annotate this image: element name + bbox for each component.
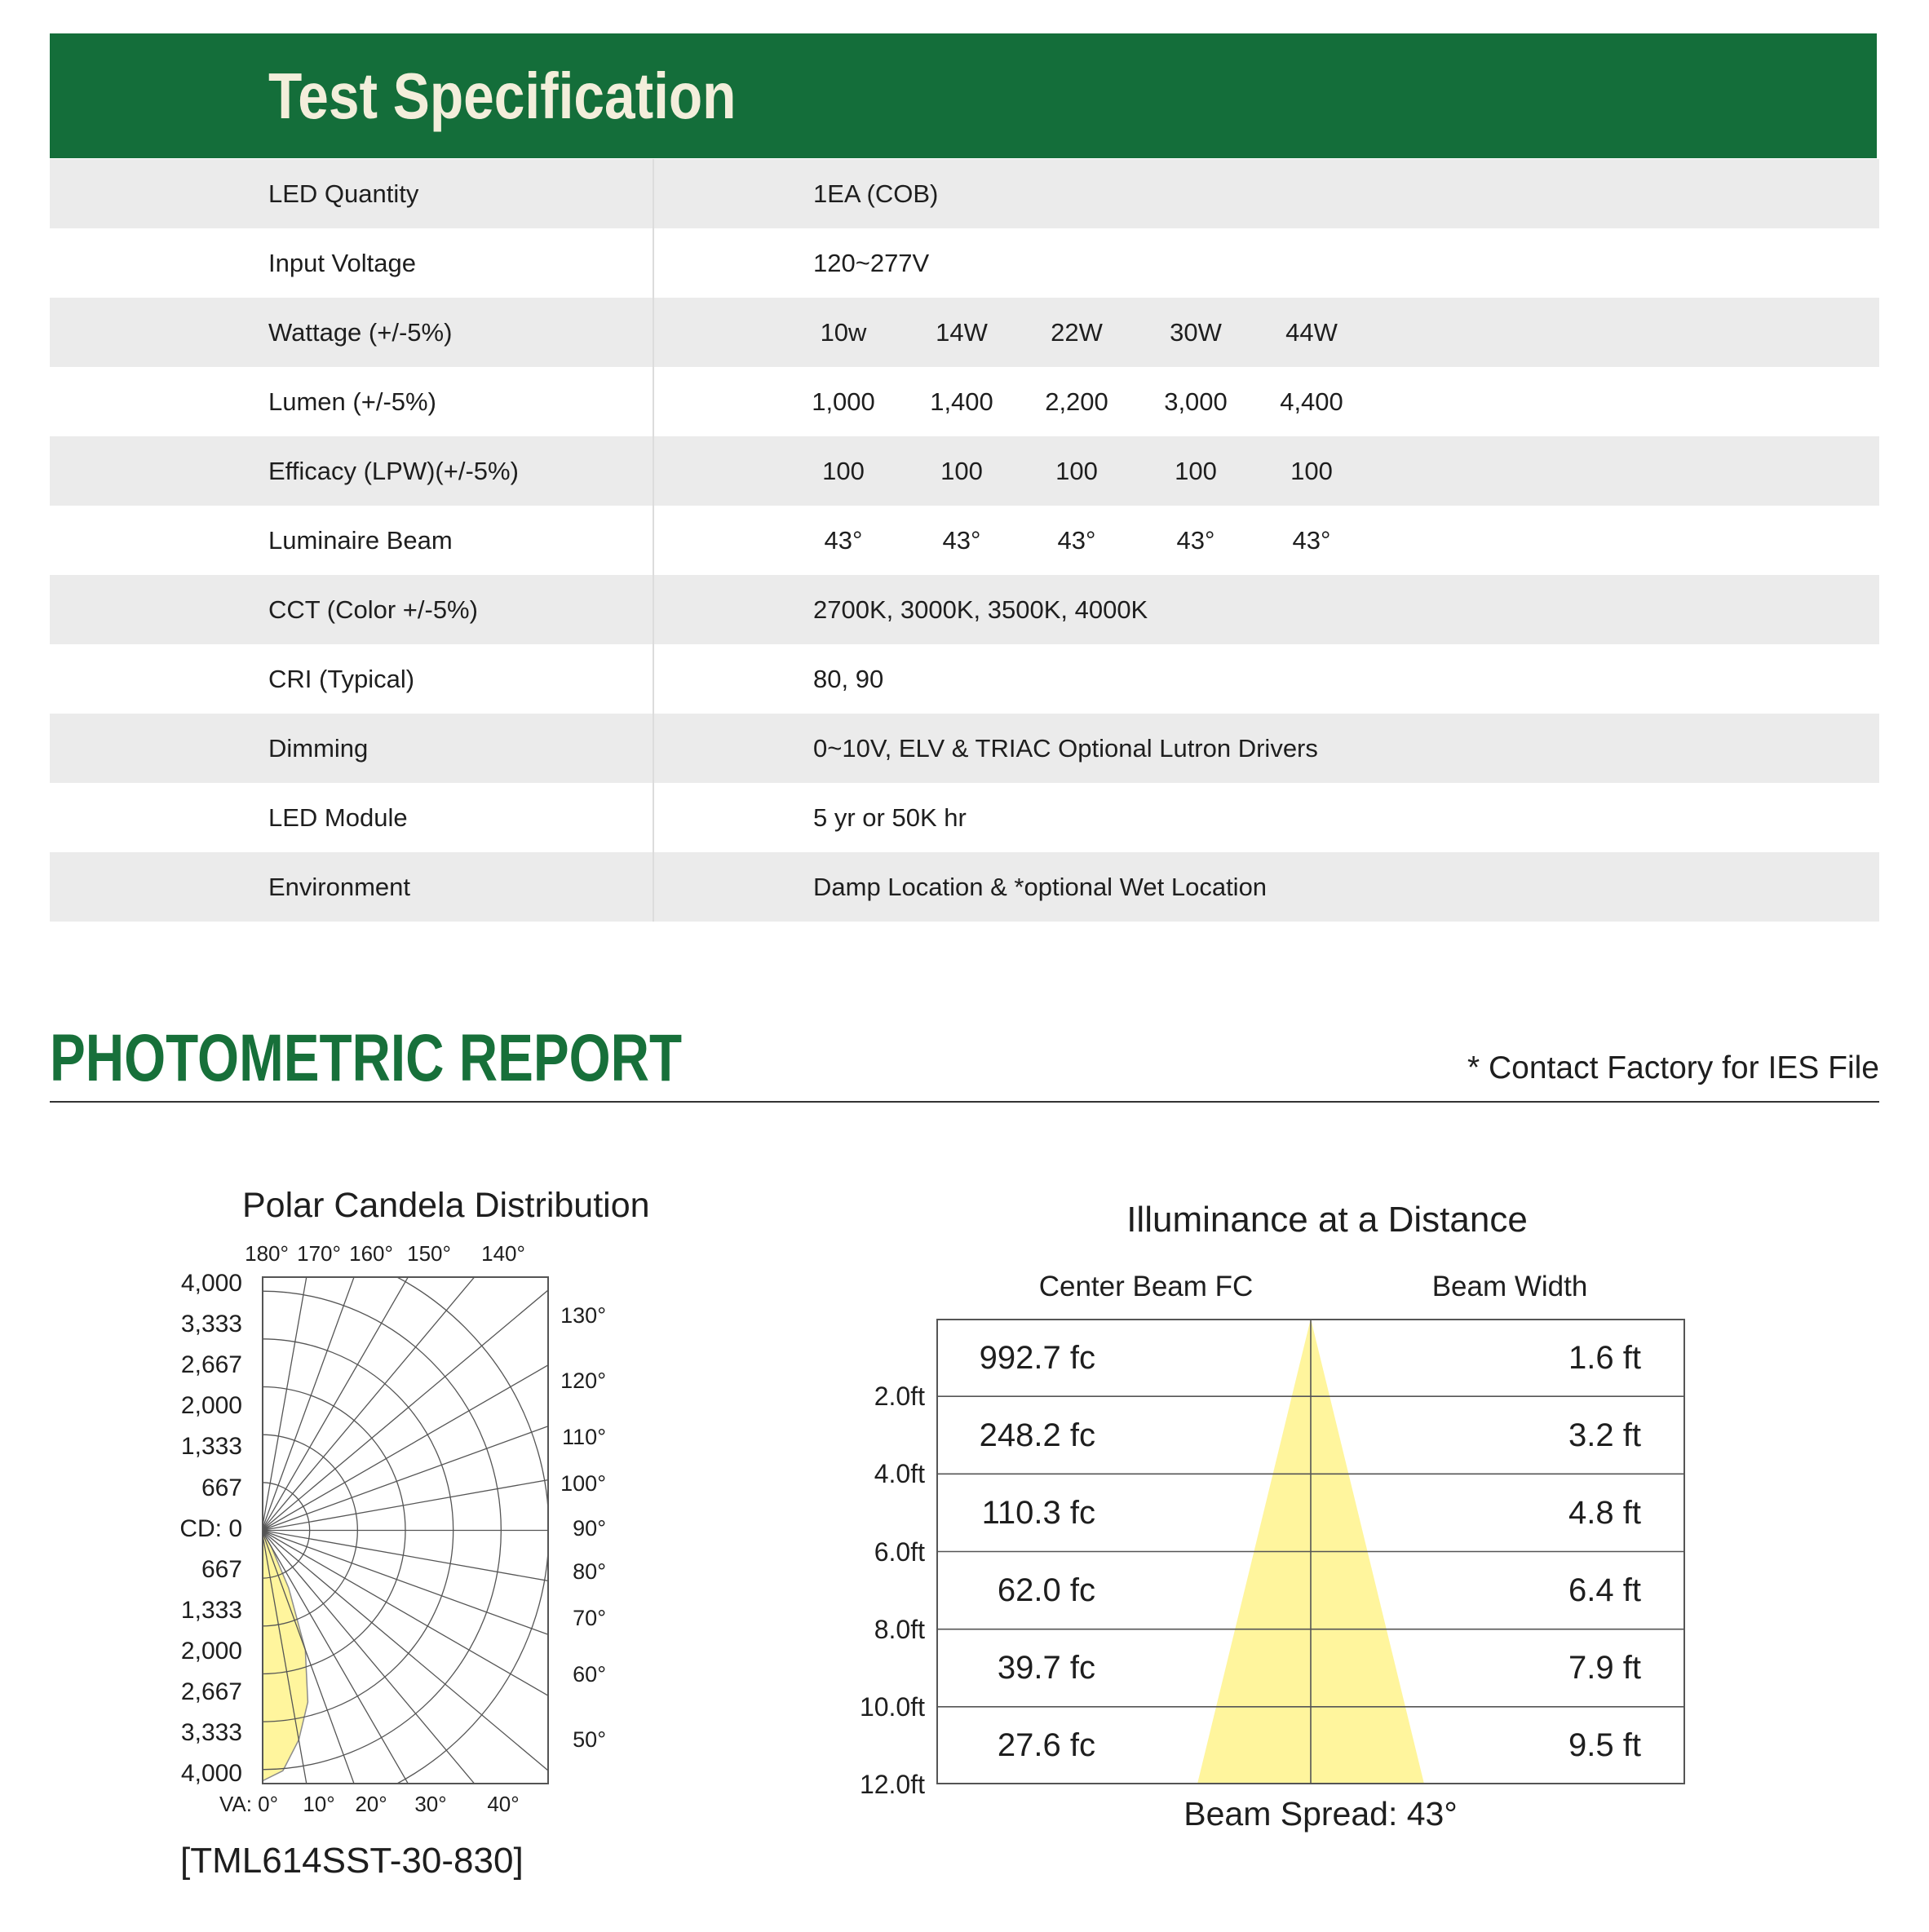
column-divider (653, 159, 654, 922)
distance-label: 6.0ft (874, 1537, 925, 1567)
polar-angle-label: 180° (245, 1241, 289, 1266)
polar-chart-title: Polar Candela Distribution (242, 1186, 650, 1225)
polar-angle-label: 110° (562, 1425, 606, 1449)
spec-value: 120~277V (813, 249, 930, 277)
distance-label: 12.0ft (859, 1770, 925, 1799)
spec-value-col-2: 1,400 (930, 387, 993, 416)
spec-row-luminaire-beam (50, 506, 1879, 575)
candela-axis-label: 3,333 (180, 1311, 242, 1337)
candela-axis-label: 1,333 (180, 1433, 242, 1460)
spec-value-col-3: 2,200 (1045, 387, 1108, 416)
polar-radial-line (262, 1276, 404, 1531)
candela-axis-label: 4,000 (180, 1270, 242, 1297)
spec-value-col-3: 22W (1051, 318, 1103, 347)
spec-row-lumen (50, 367, 1879, 436)
candela-axis-center-label: CD: 0 (179, 1515, 242, 1542)
beam-width-value: 9.5 ft (1568, 1727, 1641, 1763)
spec-value-col-1: 1,000 (812, 387, 875, 416)
candela-axis-label: 4,000 (180, 1760, 242, 1787)
spec-label: CRI (Typical) (268, 665, 415, 693)
section-rule (50, 1101, 1879, 1103)
beam-width-value: 4.8 ft (1568, 1495, 1641, 1531)
spec-value: 80, 90 (813, 665, 884, 693)
ies-file-note: * Contact Factory for IES File (1467, 1050, 1879, 1085)
spec-table (50, 159, 1879, 922)
spec-value-col-1: 10w (820, 318, 867, 347)
polar-angle-label: 90° (573, 1516, 606, 1541)
beam-width-value: 7.9 ft (1568, 1650, 1641, 1686)
polar-angle-label: 20° (355, 1792, 387, 1816)
candela-axis-label: 2,667 (180, 1351, 242, 1378)
spec-row-cct (50, 575, 1879, 644)
candela-axis-label: 3,333 (180, 1719, 242, 1746)
spec-label: Lumen (+/-5%) (268, 387, 436, 416)
beam-spread-label: Beam Spread: 43° (1184, 1795, 1458, 1833)
spec-value-col-5: 44W (1285, 318, 1338, 347)
candela-axis-label: 667 (201, 1556, 242, 1583)
spec-row-wattage (50, 298, 1879, 367)
distance-label: 8.0ft (874, 1615, 925, 1644)
polar-angle-label: 140° (481, 1241, 525, 1266)
spec-row-led-quantity (50, 159, 1879, 228)
spec-value-col-5: 100 (1290, 457, 1333, 485)
polar-angle-label: 30° (414, 1792, 447, 1816)
center-beam-fc-header: Center Beam FC (1038, 1271, 1254, 1302)
spec-value-col-3: 100 (1055, 457, 1098, 485)
center-beam-fc-value: 62.0 fc (997, 1572, 1095, 1608)
spec-value: Damp Location & *optional Wet Location (813, 873, 1268, 901)
spec-row-led-module (50, 783, 1879, 852)
beam-width-header: Beam Width (1431, 1271, 1588, 1302)
spec-label: CCT (Color +/-5%) (268, 595, 478, 624)
polar-angle-label: 10° (303, 1792, 335, 1816)
spec-value-col-3: 43° (1057, 526, 1096, 555)
spec-value-col-2: 100 (940, 457, 983, 485)
candela-axis-label: 2,000 (180, 1638, 242, 1665)
candela-axis-label: 667 (201, 1474, 242, 1501)
spec-label: LED Quantity (268, 179, 419, 208)
candela-axis-label: 2,000 (180, 1392, 242, 1419)
spec-value: 5 yr or 50K hr (813, 803, 967, 832)
distance-label: 2.0ft (874, 1382, 925, 1411)
center-beam-fc-value: 248.2 fc (979, 1417, 1095, 1453)
spec-label: Dimming (268, 734, 369, 763)
spec-value-col-1: 100 (822, 457, 865, 485)
center-beam-fc-value: 992.7 fc (979, 1340, 1095, 1376)
spec-row-environment (50, 852, 1879, 922)
polar-angle-label: 130° (560, 1303, 606, 1328)
polar-candela-plot (262, 1276, 549, 1784)
spec-value-col-4: 100 (1175, 457, 1217, 485)
spec-row-efficacy (50, 436, 1879, 506)
polar-angle-label: 160° (349, 1241, 393, 1266)
polar-angle-label: 70° (573, 1606, 606, 1630)
candela-axis-label: 2,667 (180, 1678, 242, 1705)
spec-title: Test Specification (268, 60, 737, 132)
polar-angle-label: 150° (407, 1241, 451, 1266)
spec-value-col-4: 3,000 (1164, 387, 1228, 416)
spec-value-col-2: 43° (942, 526, 981, 555)
polar-angle-label: 170° (297, 1241, 341, 1266)
beam-width-value: 3.2 ft (1568, 1417, 1641, 1453)
spec-value: 0~10V, ELV & TRIAC Optional Lutron Drivers (813, 734, 1318, 763)
center-beam-fc-value: 27.6 fc (997, 1727, 1095, 1763)
polar-angle-label: 50° (573, 1727, 606, 1752)
polar-angle-label: VA: 0° (219, 1792, 278, 1816)
spec-header-bar (50, 33, 1877, 158)
photometric-report-title: PHOTOMETRIC REPORT (50, 1021, 683, 1095)
illuminance-cone-plot (936, 1319, 1685, 1784)
spec-value-col-5: 43° (1292, 526, 1331, 555)
spec-row-input-voltage (50, 228, 1879, 298)
spec-value-col-2: 14W (936, 318, 988, 347)
spec-label: Luminaire Beam (268, 526, 453, 555)
beam-width-value: 1.6 ft (1568, 1340, 1641, 1376)
spec-label: Environment (268, 873, 411, 901)
illuminance-chart-title: Illuminance at a Distance (1126, 1200, 1528, 1240)
spec-label: Efficacy (LPW)(+/-5%) (268, 457, 519, 485)
polar-angle-label: 40° (487, 1792, 520, 1816)
polar-radial-line (262, 1276, 541, 1531)
candela-axis-label: 1,333 (180, 1597, 242, 1624)
spec-value-col-5: 4,400 (1280, 387, 1343, 416)
distance-label: 4.0ft (874, 1459, 925, 1488)
center-beam-fc-value: 39.7 fc (997, 1650, 1095, 1686)
spec-value-col-4: 30W (1170, 318, 1222, 347)
polar-angle-label: 80° (573, 1559, 606, 1584)
spec-label: Wattage (+/-5%) (268, 318, 453, 347)
spec-row-cri (50, 644, 1879, 714)
beam-width-value: 6.4 ft (1568, 1572, 1641, 1608)
polar-angle-label: 120° (560, 1368, 606, 1393)
spec-value: 1EA (COB) (813, 179, 939, 208)
spec-label: LED Module (268, 803, 408, 832)
spec-label: Input Voltage (268, 249, 416, 277)
spec-value-col-1: 43° (824, 526, 863, 555)
distance-label: 10.0ft (859, 1692, 925, 1722)
model-number-caption: [TML614SST-30-830] (180, 1841, 524, 1881)
spec-value: 2700K, 3000K, 3500K, 4000K (813, 595, 1148, 624)
spec-value-col-4: 43° (1176, 526, 1215, 555)
polar-angle-label: 100° (560, 1471, 606, 1496)
spec-row-dimming (50, 714, 1879, 783)
center-beam-fc-value: 110.3 fc (981, 1495, 1095, 1531)
polar-angle-label: 60° (573, 1662, 606, 1687)
